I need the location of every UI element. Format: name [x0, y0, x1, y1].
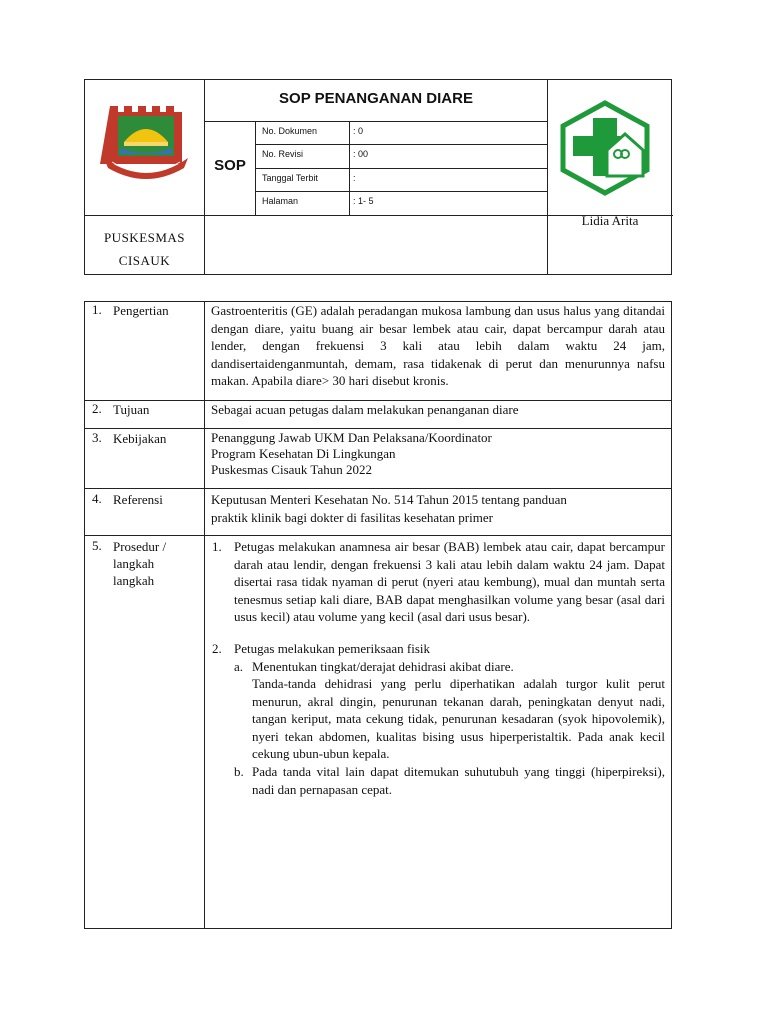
- kebijakan-line: Program Kesehatan Di Lingkungan: [211, 446, 396, 461]
- section-number: 5.: [92, 538, 102, 553]
- meta-value-no-dokumen: : 0: [353, 126, 364, 136]
- referensi-line: praktik klinik bagi dokter di fasilitas kesehatan primer: [211, 509, 493, 525]
- step-text: Petugas melakukan anamnesa air besar (BAB) lembek atau cair, dapat bercampur darah atau lendir, dengan frekuensi 3 kali atau lebih dalam waktu 24 jam. Dapat disertai rasa tidak nyaman di perut (nyeri atau kembung), mual dan muntah serta tenesmus setiap kali diare, BAB dapat menghasilkan volume yang besar (asal dari usus kecil) atau volume yang kecil (asal dari usus besar).: [234, 539, 665, 624]
- meta-label-halaman: Halaman: [262, 196, 299, 206]
- substep-title: Menentukan tingkat/derajat dehidrasi akibat diare.: [252, 659, 514, 674]
- section-label-tujuan: Tujuan: [113, 402, 150, 417]
- substep-text: Pada tanda vital lain dapat ditemukan suhutubuh yang tinggi (hiperpireksi), nadi dan pernapasan cepat.: [252, 764, 665, 797]
- section-text-referensi: [211, 491, 665, 526]
- org-line-2: CISAUK: [118, 253, 171, 268]
- document-title: SOP PENANGANAN DIARE: [279, 90, 473, 107]
- prosedur-label-line: Prosedur /: [113, 539, 167, 554]
- kebijakan-line: Puskesmas Cisauk Tahun 2022: [211, 462, 372, 477]
- org-name: [86, 226, 203, 272]
- section-label-pengertian: Pengertian: [113, 303, 169, 318]
- substep-letter: b.: [234, 764, 244, 779]
- section-text-pengertian: Gastroenteritis (GE) adalah peradangan mukosa lambung dan usus halus yang ditandai dengan diare, yaitu buang air besar lembek atau cair, dapat bercampur darah atau lender, dengan frekuensi 3 kali atau lebih dalam waktu 24 jam, dandisertaidenganmuntah, demam, rasa tidakenak di perut dan menurunnya nafsu makan. Apabila diare> 30 hari disebut kronis.: [211, 303, 665, 388]
- section-label-prosedur: [113, 538, 166, 589]
- regency-crest-logo: [100, 100, 192, 188]
- section-number: 1.: [92, 302, 102, 317]
- meta-label-no-dokumen: No. Dokumen: [262, 126, 318, 136]
- section-number: 3.: [92, 430, 102, 445]
- section-label-referensi: Referensi: [113, 492, 163, 507]
- meta-value-tanggal-terbit: :: [353, 173, 356, 183]
- referensi-line: Keputusan Menteri Kesehatan No. 514 Tahun 2015 tentang panduan: [211, 492, 567, 507]
- substep-letter: a.: [234, 659, 244, 674]
- prosedur-label-line: langkah: [113, 556, 155, 571]
- meta-label-no-revisi: No. Revisi: [262, 149, 304, 159]
- section-label-kebijakan: Kebijakan: [113, 431, 167, 446]
- org-line-1: PUSKESMAS: [103, 230, 186, 245]
- step-number: 1.: [212, 539, 222, 554]
- puskesmas-logo: [559, 100, 651, 196]
- meta-label-tanggal-terbit: Tanggal Terbit: [262, 173, 318, 183]
- signer-name: Lidia Arita: [581, 213, 639, 228]
- section-text-kebijakan: [211, 430, 665, 478]
- step-text: Petugas melakukan pemeriksaan fisik: [234, 641, 431, 656]
- kebijakan-line: Penanggung Jawab UKM Dan Pelaksana/Koordinator: [211, 430, 492, 445]
- prosedur-label-line: langkah: [113, 573, 155, 588]
- meta-value-halaman: : 1- 5: [353, 196, 374, 206]
- step-number: 2.: [212, 641, 222, 656]
- sop-label: SOP: [214, 157, 246, 174]
- substep-text: Tanda-tanda dehidrasi yang perlu diperhatikan adalah turgor kulit perut menurun, akral dingin, penurunan tekanan darah, peningkatan denyut nadi, tangan keriput, mata cekung tidak, penurunan kesadaran (syok hipovolemik), nyeri tekan abdomen, kualitas bising usus hiperperistaltik. Pada anak kecil cekung ubun-ubun kepala.: [252, 676, 665, 761]
- section-text-tujuan: Sebagai acuan petugas dalam melakukan penanganan diare: [211, 402, 519, 417]
- section-number: 2.: [92, 401, 102, 416]
- section-number: 4.: [92, 491, 102, 506]
- meta-value-no-revisi: : 00: [353, 149, 369, 159]
